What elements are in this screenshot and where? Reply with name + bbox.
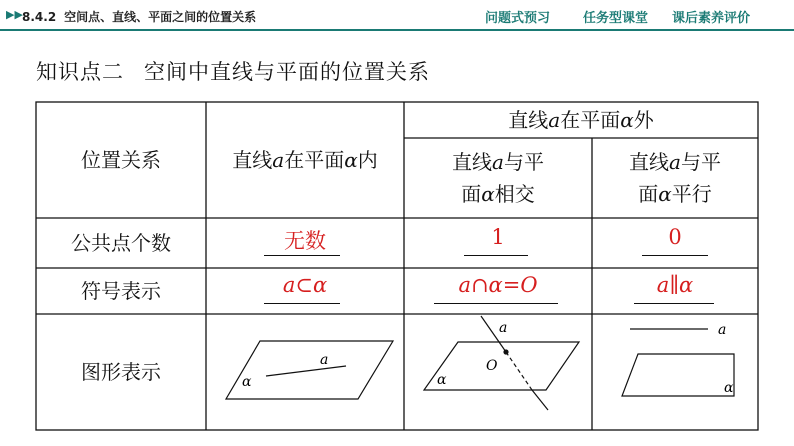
label-point-o: O xyxy=(486,358,498,374)
knowledge-title: 空间中直线与平面的位置关系 xyxy=(144,60,430,84)
header-position-relation xyxy=(36,102,206,218)
col-par-var2: α xyxy=(658,182,672,206)
header-line-in-plane xyxy=(206,102,404,218)
label-line-a: a xyxy=(320,352,329,368)
answer-intersect-symbol: a∩α=O xyxy=(458,273,538,297)
col-in-mid: 在平面 xyxy=(284,148,345,172)
answer-in-symbol-underline xyxy=(264,303,340,304)
header-intersect xyxy=(404,138,592,218)
header-parallel xyxy=(592,138,758,218)
figure-line-intersect-plane xyxy=(404,314,592,430)
answer-in-points: 无数 xyxy=(284,229,326,253)
label-plane-alpha: α xyxy=(242,374,252,390)
col-int-var: a xyxy=(492,150,504,174)
section-title: 空间点、直线、平面之间的位置关系 xyxy=(64,10,257,24)
col-int-l1pre: 直线 xyxy=(452,150,493,174)
col-par-l1post: 与平 xyxy=(680,150,721,174)
col-int-l2post: 相交 xyxy=(494,182,535,206)
answer-parallel-symbol-underline xyxy=(634,303,714,304)
answer-intersect-symbol-underline xyxy=(434,303,558,304)
answer-parallel-symbol: a∥α xyxy=(656,273,694,297)
section-heading xyxy=(22,8,256,25)
page-title xyxy=(36,56,430,86)
answer-intersect-points-underline xyxy=(464,255,528,256)
col-par-var: a xyxy=(669,150,681,174)
knowledge-label: 知识点二 xyxy=(36,60,124,84)
section-number: 8.4.2 xyxy=(22,10,57,24)
col-out-post: 外 xyxy=(633,108,654,132)
col-int-l1post: 与平 xyxy=(503,150,544,174)
col-out-pre: 直线 xyxy=(508,108,549,132)
figure-line-parallel-plane xyxy=(592,314,758,430)
header-divider xyxy=(0,29,794,31)
label-line-a: a xyxy=(718,322,727,338)
col-in-var2: α xyxy=(344,148,358,172)
col-in-pre: 直线 xyxy=(232,148,273,172)
row-label-symbol xyxy=(36,268,206,314)
col-in-post: 内 xyxy=(357,148,378,172)
nav-classroom[interactable]: 任务型课堂 xyxy=(583,11,649,26)
row-label-common-points xyxy=(36,218,206,268)
label-line-a: a xyxy=(499,320,508,336)
row-label-common-points-text: 公共点个数 xyxy=(71,231,171,255)
answer-parallel-points: 0 xyxy=(668,225,682,249)
plane-parallelogram xyxy=(424,342,579,390)
plane-quadrilateral xyxy=(622,354,734,396)
nav-evaluation[interactable]: 课后素养评价 xyxy=(672,11,751,26)
col-par-l1pre: 直线 xyxy=(629,150,670,174)
play-arrow-icon: ▶▶ xyxy=(6,8,23,21)
answer-in-symbol: a⊂α xyxy=(282,273,328,297)
label-plane-alpha: α xyxy=(437,372,447,388)
line-a-hidden xyxy=(506,352,532,390)
answer-parallel-points-underline xyxy=(642,255,708,256)
col-out-var2: α xyxy=(620,108,634,132)
col-par-l2pre: 面 xyxy=(638,182,659,206)
figure-line-in-plane xyxy=(206,314,404,430)
col-out-mid: 在平面 xyxy=(560,108,621,132)
row-label-figure xyxy=(36,314,206,430)
answer-intersect-points: 1 xyxy=(491,225,505,249)
label-plane-alpha: α xyxy=(724,380,734,396)
col-in-var: a xyxy=(272,148,285,172)
header-position-relation-text: 位置关系 xyxy=(81,148,161,172)
line-a-lower xyxy=(532,390,548,410)
top-bar xyxy=(0,0,794,32)
col-par-l2post: 平行 xyxy=(671,182,712,206)
col-out-var: a xyxy=(548,108,561,132)
nav-preview[interactable]: 问题式预习 xyxy=(485,11,551,26)
header-line-outside-plane xyxy=(404,102,758,138)
col-int-var2: α xyxy=(481,182,495,206)
row-label-figure-text: 图形表示 xyxy=(81,360,161,384)
answer-in-points-underline xyxy=(264,255,340,256)
line-a xyxy=(266,366,346,376)
intersection-point xyxy=(503,349,508,354)
col-int-l2pre: 面 xyxy=(461,182,482,206)
row-label-symbol-text: 符号表示 xyxy=(81,279,161,303)
